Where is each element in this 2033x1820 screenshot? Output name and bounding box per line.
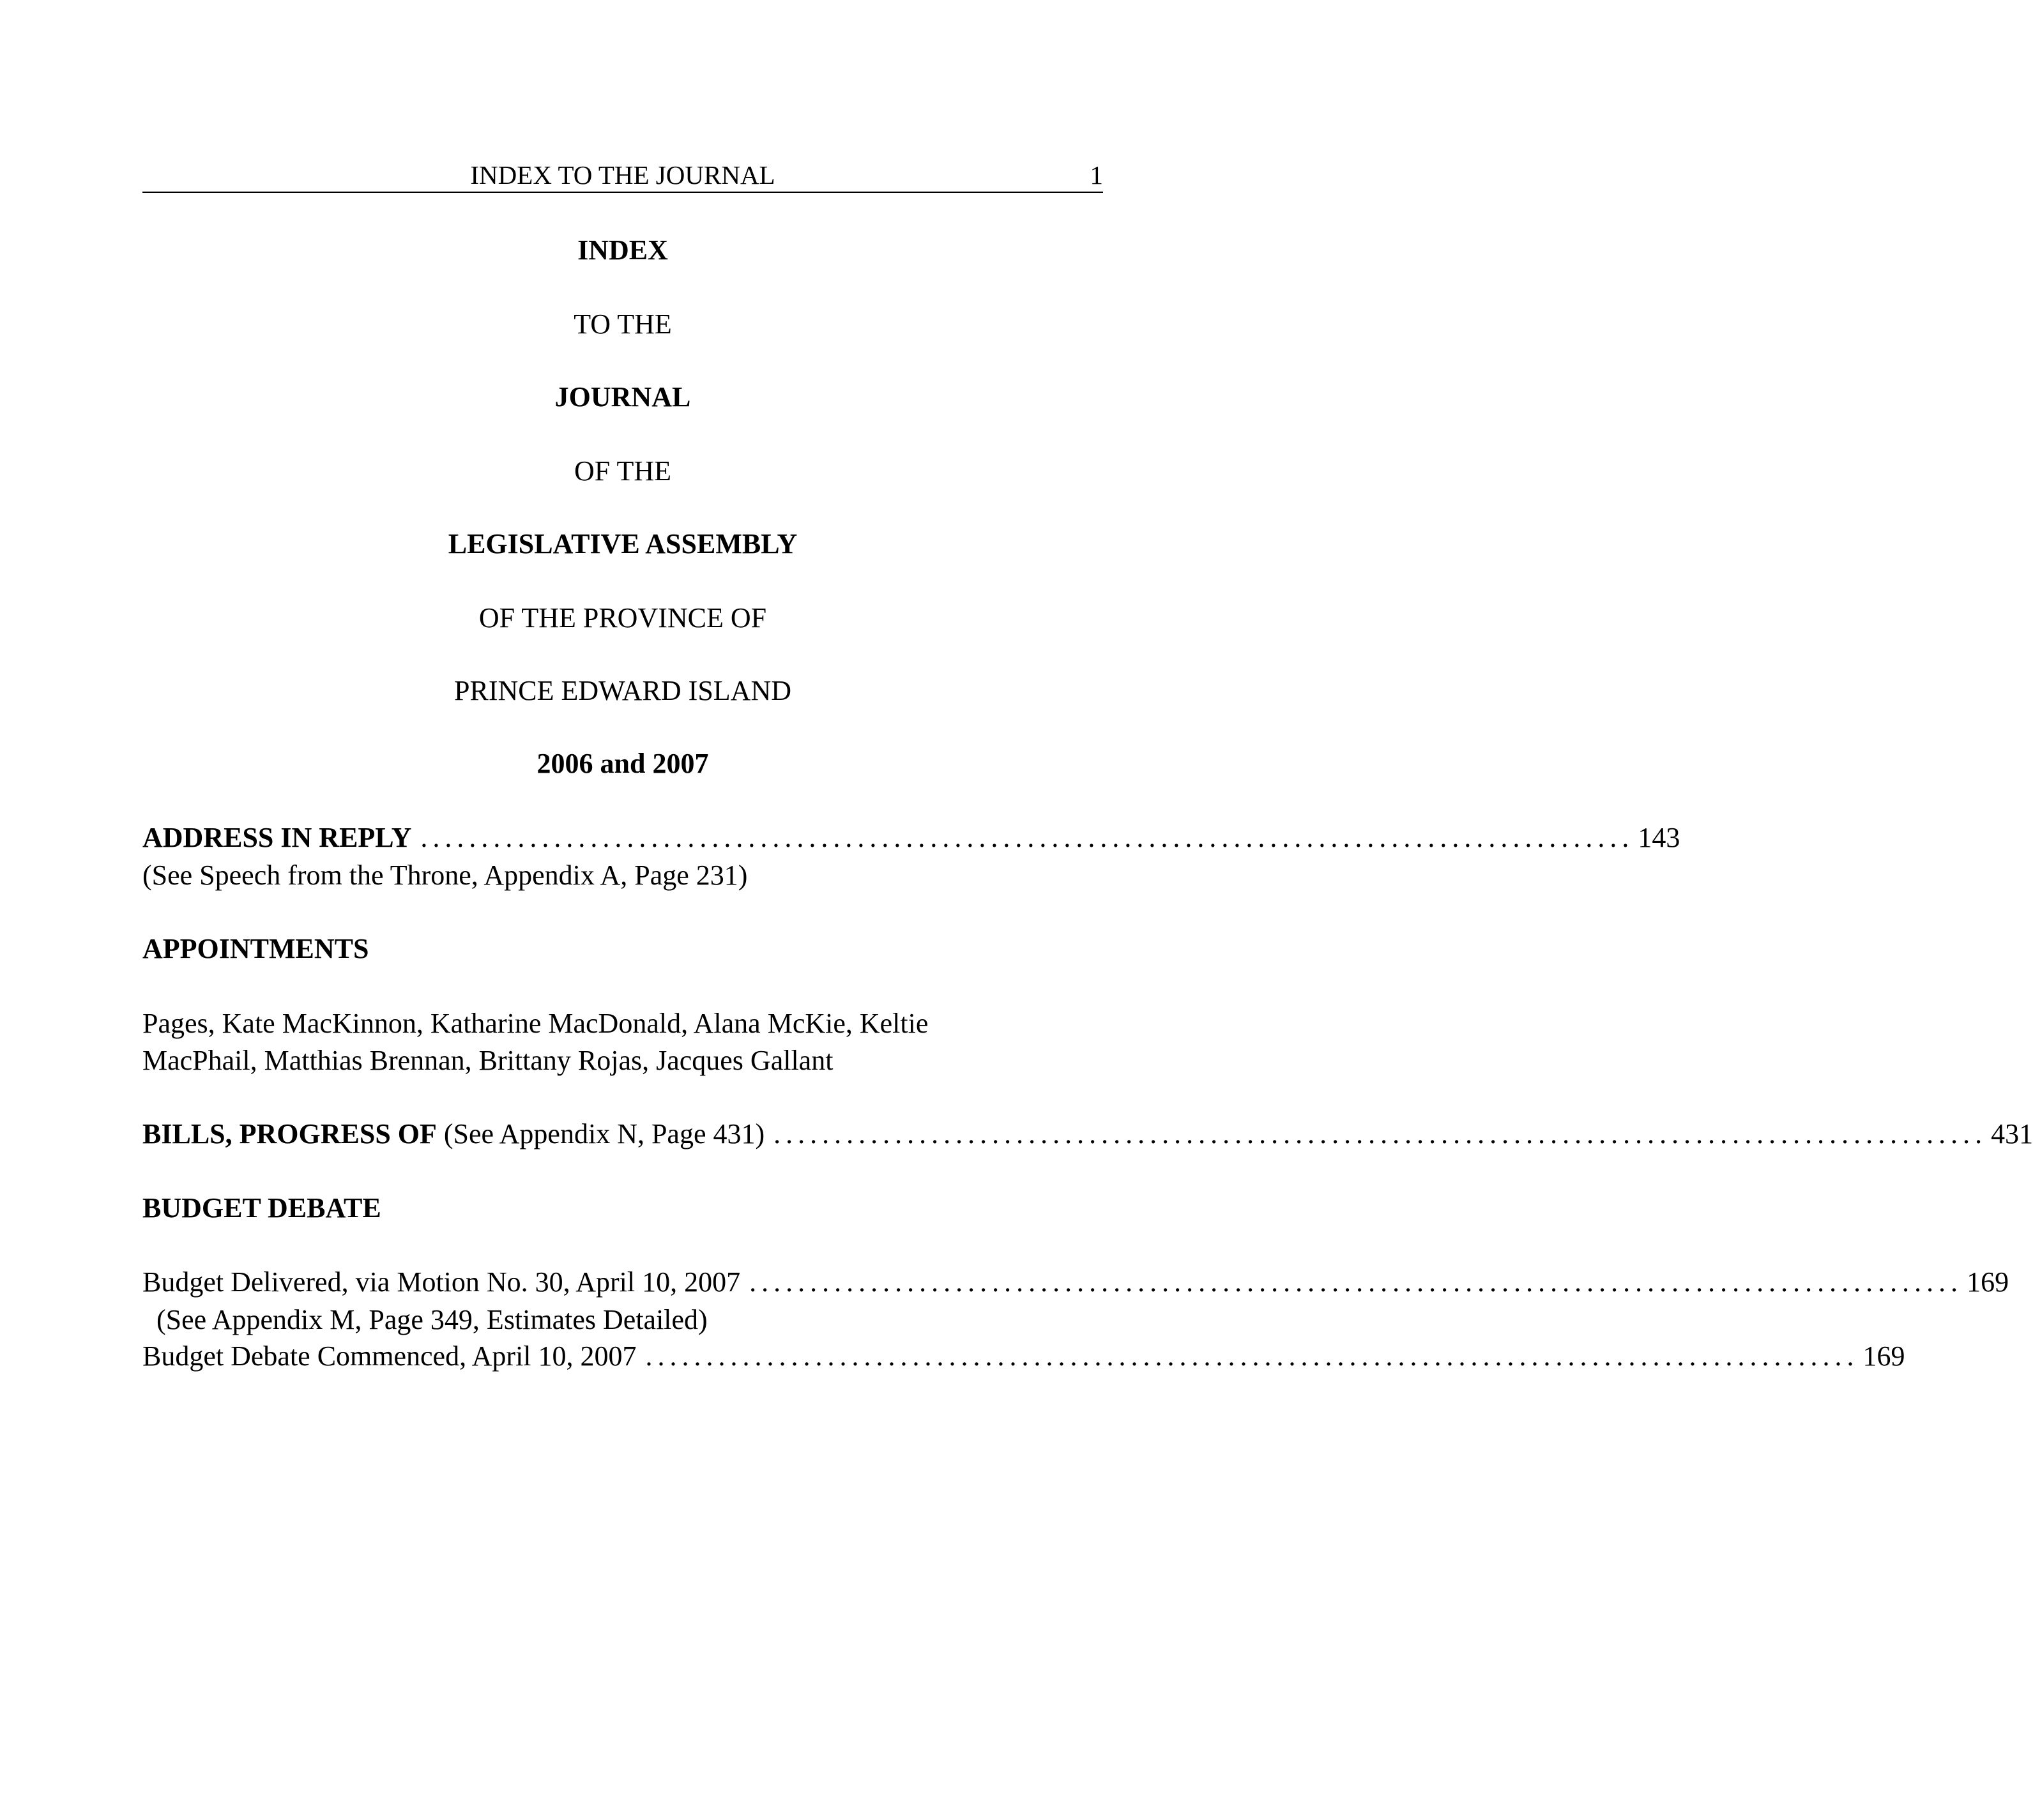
leader-dots: ....................................................................................................	[420, 822, 1634, 853]
title-index: INDEX	[577, 234, 668, 266]
entry-note: (See Speech from the Throne, Appendix A, Page 231)	[142, 860, 748, 891]
title-years: 2006 and 2007	[537, 748, 709, 779]
appointments-line-2: MacPhail, Matthias Brennan, Brittany Rojas, Jacques Gallant	[142, 1045, 834, 1076]
leader-dots: ....................................................................................................	[749, 1266, 1963, 1298]
index-entry-address-in-reply	[142, 820, 1680, 856]
page-number: 1	[1090, 160, 1103, 190]
entry-heading: BILLS, PROGRESS OF	[142, 1118, 437, 1149]
title-of-the: OF THE	[574, 455, 671, 487]
title-journal: JOURNAL	[554, 381, 691, 413]
leader-line	[142, 1338, 1905, 1374]
leader-line	[142, 820, 1680, 856]
running-head	[142, 158, 1103, 193]
running-head-title: INDEX TO THE JOURNAL	[470, 160, 775, 190]
index-entry-bills-progress	[142, 1116, 2033, 1152]
entry-text: Budget Debate Commenced, April 10, 2007	[142, 1340, 637, 1372]
title-of-the-province-of: OF THE PROVINCE OF	[478, 602, 767, 633]
entry-text	[142, 1116, 765, 1152]
entry-page-number: 431	[1991, 1118, 2033, 1149]
index-entry-budget-delivered	[142, 1264, 2009, 1300]
entry-note: (See Appendix N, Page 431)	[443, 1118, 765, 1149]
title-legislative-assembly: LEGISLATIVE ASSEMBLY	[448, 528, 798, 559]
title-to-the: TO THE	[574, 308, 672, 340]
section-heading-appointments: APPOINTMENTS	[142, 933, 369, 964]
entry-page-number: 169	[1862, 1340, 1905, 1372]
section-heading-budget-debate: BUDGET DEBATE	[142, 1192, 381, 1224]
appointments-line-1: Pages, Kate MacKinnon, Katharine MacDonald, Alana McKie, Keltie	[142, 1008, 929, 1039]
entry-note: (See Appendix M, Page 349, Estimates Detailed)	[156, 1304, 708, 1335]
entry-page-number: 143	[1638, 822, 1680, 853]
entry-text: Budget Delivered, via Motion No. 30, April 10, 2007	[142, 1266, 741, 1298]
leader-line	[142, 1116, 2033, 1152]
index-entry-budget-debate-commenced	[142, 1338, 1905, 1374]
leader-dots: ....................................................................................................	[645, 1340, 1859, 1372]
entry-heading: ADDRESS IN REPLY	[142, 822, 412, 853]
title-prince-edward-island: PRINCE EDWARD ISLAND	[454, 675, 791, 706]
leader-line	[142, 1264, 2009, 1300]
entry-page-number: 169	[1967, 1266, 2009, 1298]
document-page	[142, 0, 2033, 1820]
leader-dots: ....................................................................................................	[773, 1118, 1988, 1149]
